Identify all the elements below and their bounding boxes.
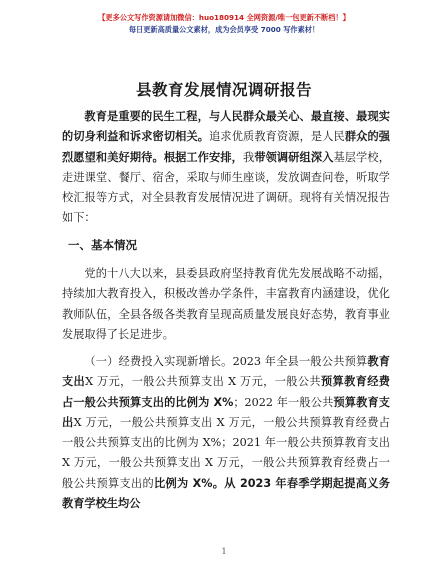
intro-text-6: 我 <box>243 150 255 164</box>
page-number: 1 <box>221 547 227 556</box>
funding-text-5: ；2022 年一般公共 <box>233 395 334 409</box>
intro-bold-2: 与人民群众最关心、最直接、最现实的切身利益和诉求密切相关。 <box>62 110 390 144</box>
funding-bold-4: 预算教育经费占一般公共预算支出的比例为 X% <box>62 375 390 409</box>
funding-text-3: X 万元，一般公共预算支出 X 万元，一般公共 <box>85 375 321 389</box>
basic-situation-paragraph: 党的十八大以来，县委县政府坚持教育优先发展战略不动摇，持续加大教育投入，积极改善办学条件，丰富教育内涵建设，优化教师队伍，全县各级各类教育呈现高质量发展良好态势，教育事业发展取得了长足进步。 <box>62 267 390 341</box>
intro-text-8: 基层学校，走进课堂、餐厅、宿舍，采取与师生座谈，发放调查问卷，听取学校汇报等方式，对全县教育发展情况进了调研。现将有关情况报告如下： <box>62 150 390 225</box>
banner-line-1: 【更多公文写作资源请加微信：huo180914 全网资源/唯一包更新不断档！】 <box>98 13 350 22</box>
intro-paragraph <box>62 107 390 231</box>
intro-text-3: 追求优质教育资源，是人民 <box>209 130 345 144</box>
section-heading-basic: 一、基本情况 <box>68 238 137 252</box>
intro-bold-5: 根据工作安排， <box>163 150 243 164</box>
funding-bold-6: 预算教育支出 <box>62 395 390 429</box>
intro-bold-4: 群众的强烈愿望和美好期待。 <box>62 130 390 164</box>
funding-bold-2: 教育支出 <box>62 355 390 389</box>
intro-bold-7: 带领调研组深入 <box>254 150 334 164</box>
funding-text-7: X 万元，一般公共预算支出 X 万元，一般公共预算教育经费占一般公共预算支出的比例为 X%；2021 年一般公共预算教育支出 X 万元，一般公共预算支出 X 万元，一般公共预算教育经费占一般公共预算支出的 <box>62 415 390 490</box>
document-title: 县教育发展情况调研报告 <box>135 81 312 99</box>
banner-line-2: 每日更新高质量公文素材，成为会员享受 7000 写作素材！ <box>128 25 320 34</box>
funding-text-1: （一）经费投入实现新增长。2023 年全县一般公共预算 <box>84 355 368 368</box>
intro-bold-1: 教育是重要的民生工程， <box>84 110 209 123</box>
funding-bold-8: 比例为 X%。从 2023 年春季学期起提高义务教育学校生均公 <box>62 476 390 511</box>
funding-paragraph <box>62 352 390 542</box>
promo-banner <box>0 12 448 36</box>
